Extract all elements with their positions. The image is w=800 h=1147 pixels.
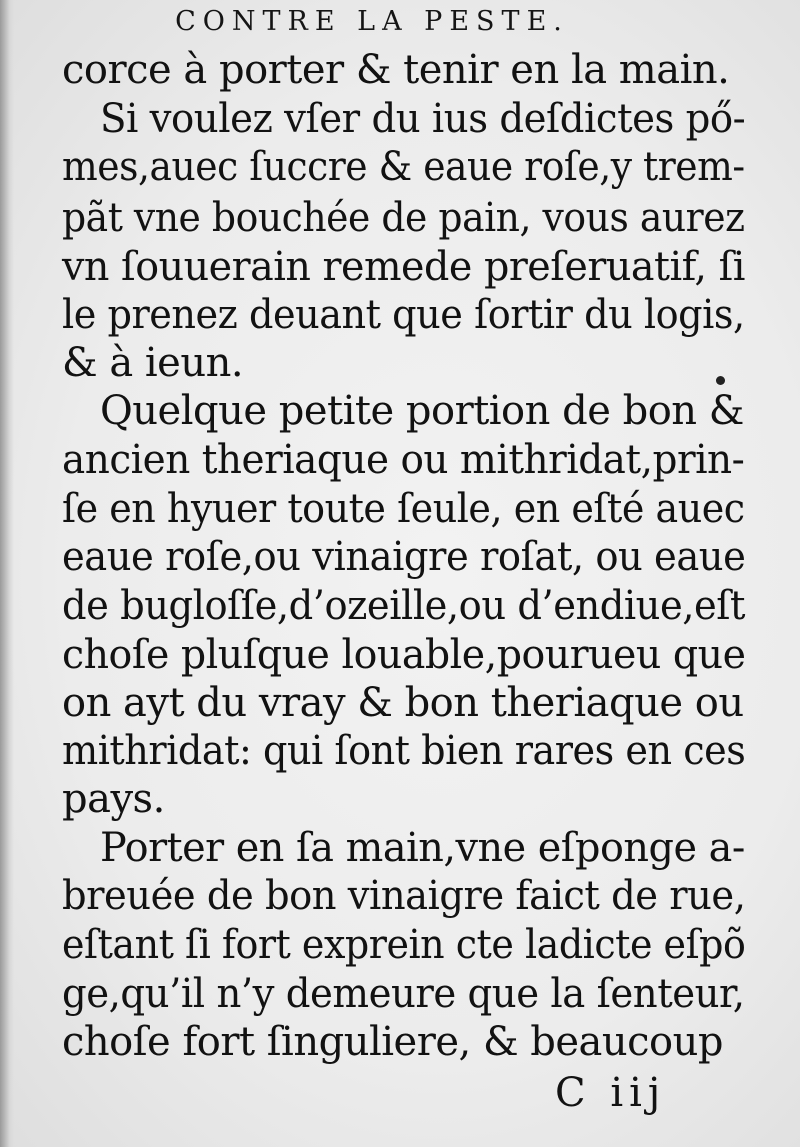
text-line-11: eaue roſe,ou vinaigre roſat, ou eaue [62, 534, 746, 580]
page-edge-shadow [0, 0, 14, 1147]
text-line-9: ancien theriaque ou mithridat,prin- [62, 437, 745, 483]
text-line-19: eſtant ſi fort exprein cte ladicte eſpõ [62, 922, 746, 968]
text-line-14: on ayt du vray & bon theriaque ou [62, 680, 744, 726]
text-line-4: pãt vne bouchée de pain, vous aurez [62, 195, 745, 241]
text-line-5: vn ſouuerain remede preſeruatif, ſi [62, 244, 745, 290]
running-header: CONTRE LA PESTE. [175, 6, 569, 37]
text-line-13: choſe pluſque louable,pourueu que [62, 632, 746, 678]
text-line-15: mithridat: qui ſont bien rares en ces [62, 728, 746, 774]
text-line-12: de bugloſſe,d’ozeille,ou d’endiue,eſt [62, 583, 745, 629]
text-line-21: choſe fort ſinguliere, & beaucoup [62, 1019, 723, 1065]
text-line-16: pays. [62, 776, 165, 822]
text-line-10: ſe en hyuer toute ſeule, en eſté auec [62, 486, 745, 532]
text-line-20: ge,qu’il n’y demeure que la ſenteur, [62, 971, 745, 1017]
text-line-17: Porter en ſa main,vne eſponge a- [100, 825, 745, 871]
text-line-3: mes,auec ſuccre & eaue roſe,y trem- [62, 144, 745, 190]
text-line-18: breuée de bon vinaigre faict de rue, [62, 873, 746, 919]
text-line-7: & à ieun. [62, 340, 244, 386]
ink-speck [716, 376, 725, 385]
text-line-2: Si voulez vſer du ius deſdictes pő- [100, 96, 746, 142]
signature-mark: C iij [555, 1070, 667, 1116]
text-line-1: corce à porter & tenir en la main. [62, 47, 730, 93]
text-line-8: Quelque petite portion de bon & [100, 388, 744, 434]
text-line-6: le prenez deuant que ſortir du logis, [62, 292, 745, 338]
